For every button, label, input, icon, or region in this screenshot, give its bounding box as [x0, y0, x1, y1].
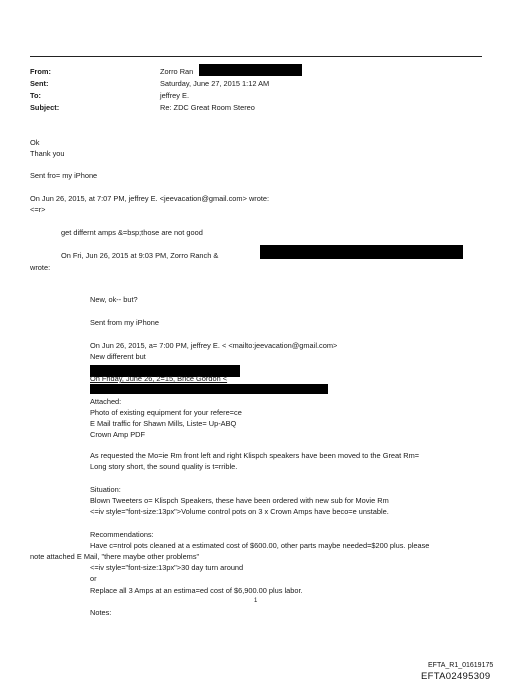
body-line: <=r>: [30, 205, 46, 214]
quote-header: On Friday, June 26, 2=15, Brice Gordon <: [90, 374, 228, 383]
to-value: jeffrey E.: [160, 91, 190, 100]
body-line: <=iv style="font-size:13px">Volume control pots on 3 x Crown Amps have beco=e unstable.: [90, 507, 389, 516]
body-line: or: [90, 574, 97, 583]
body-line: wrote:: [30, 263, 51, 272]
body-line: Recommendations:: [90, 530, 154, 539]
body-line: Situation:: [90, 485, 121, 494]
subject-label: Subject:: [30, 103, 60, 112]
body-line: Replace all 3 Amps at an estima=ed cost of $6,900.00 plus labor.: [90, 586, 303, 595]
quote-header: On Jun 26, 2015, at 7:07 PM, jeffrey E. <jeevacation@gmail.com> wrote:: [30, 194, 270, 203]
body-line: Notes:: [90, 608, 112, 617]
subject-value: Re: ZDC Great Room Stereo: [160, 103, 255, 112]
to-label: To:: [30, 91, 41, 100]
body-line: Long story short, the sound quality is t=rrible.: [90, 462, 238, 471]
sent-value: Saturday, June 27, 2015 1:12 AM: [160, 79, 270, 88]
body-line: Blown Tweeters o= Klispch Speakers, these have been ordered with new sub for Movie Rm: [90, 496, 389, 505]
body-line: Crown Amp PDF: [90, 430, 146, 439]
top-rule: [30, 56, 482, 57]
body-line: Ok: [30, 138, 40, 147]
from-label: From:: [30, 67, 51, 76]
redaction-block: [90, 384, 328, 394]
page-number: 1: [254, 598, 258, 604]
body-line: get differnt amps &=bsp;those are not good: [61, 228, 203, 237]
body-line: New different but: [90, 352, 146, 361]
body-line: <=iv style="font-size:13px">30 day turn around: [90, 563, 244, 572]
body-line: Have c=ntrol pots cleaned at a estimated cost of $600.00, other parts maybe needed=$200 plus. please: [90, 541, 430, 550]
body-line: note attached E Mail, "there maybe other problems": [30, 552, 200, 561]
quote-header: On Fri, Jun 26, 2015 at 9:03 PM, Zorro Ranch &: [61, 251, 219, 260]
redaction-block: [199, 64, 302, 76]
body-line: Sent from my iPhone: [90, 318, 160, 327]
quote-header: On Jun 26, 2015, a= 7:00 PM, jeffrey E. < <mailto:jeevacation@gmail.com>: [90, 341, 338, 350]
footer-reference: EFTA02495309: [421, 671, 491, 682]
body-line: New, ok-- but?: [90, 295, 138, 304]
redaction-block: [260, 245, 463, 259]
sent-label: Sent:: [30, 79, 49, 88]
body-line: Attached:: [90, 397, 122, 406]
body-line: Sent fro= my iPhone: [30, 171, 98, 180]
body-line: E Mail traffic for Shawn Mills, Liste= Up-ABQ: [90, 419, 237, 428]
from-value: Zorro Ran: [160, 67, 194, 76]
body-line: Thank you: [30, 149, 65, 158]
body-line: As requested the Mo=ie Rm front left and right Klispch speakers have been moved to the Great Rm=: [90, 451, 420, 460]
body-line: Photo of existing equipment for your refere=ce: [90, 408, 242, 417]
footer-reference: EFTA_R1_01619175: [428, 662, 494, 669]
